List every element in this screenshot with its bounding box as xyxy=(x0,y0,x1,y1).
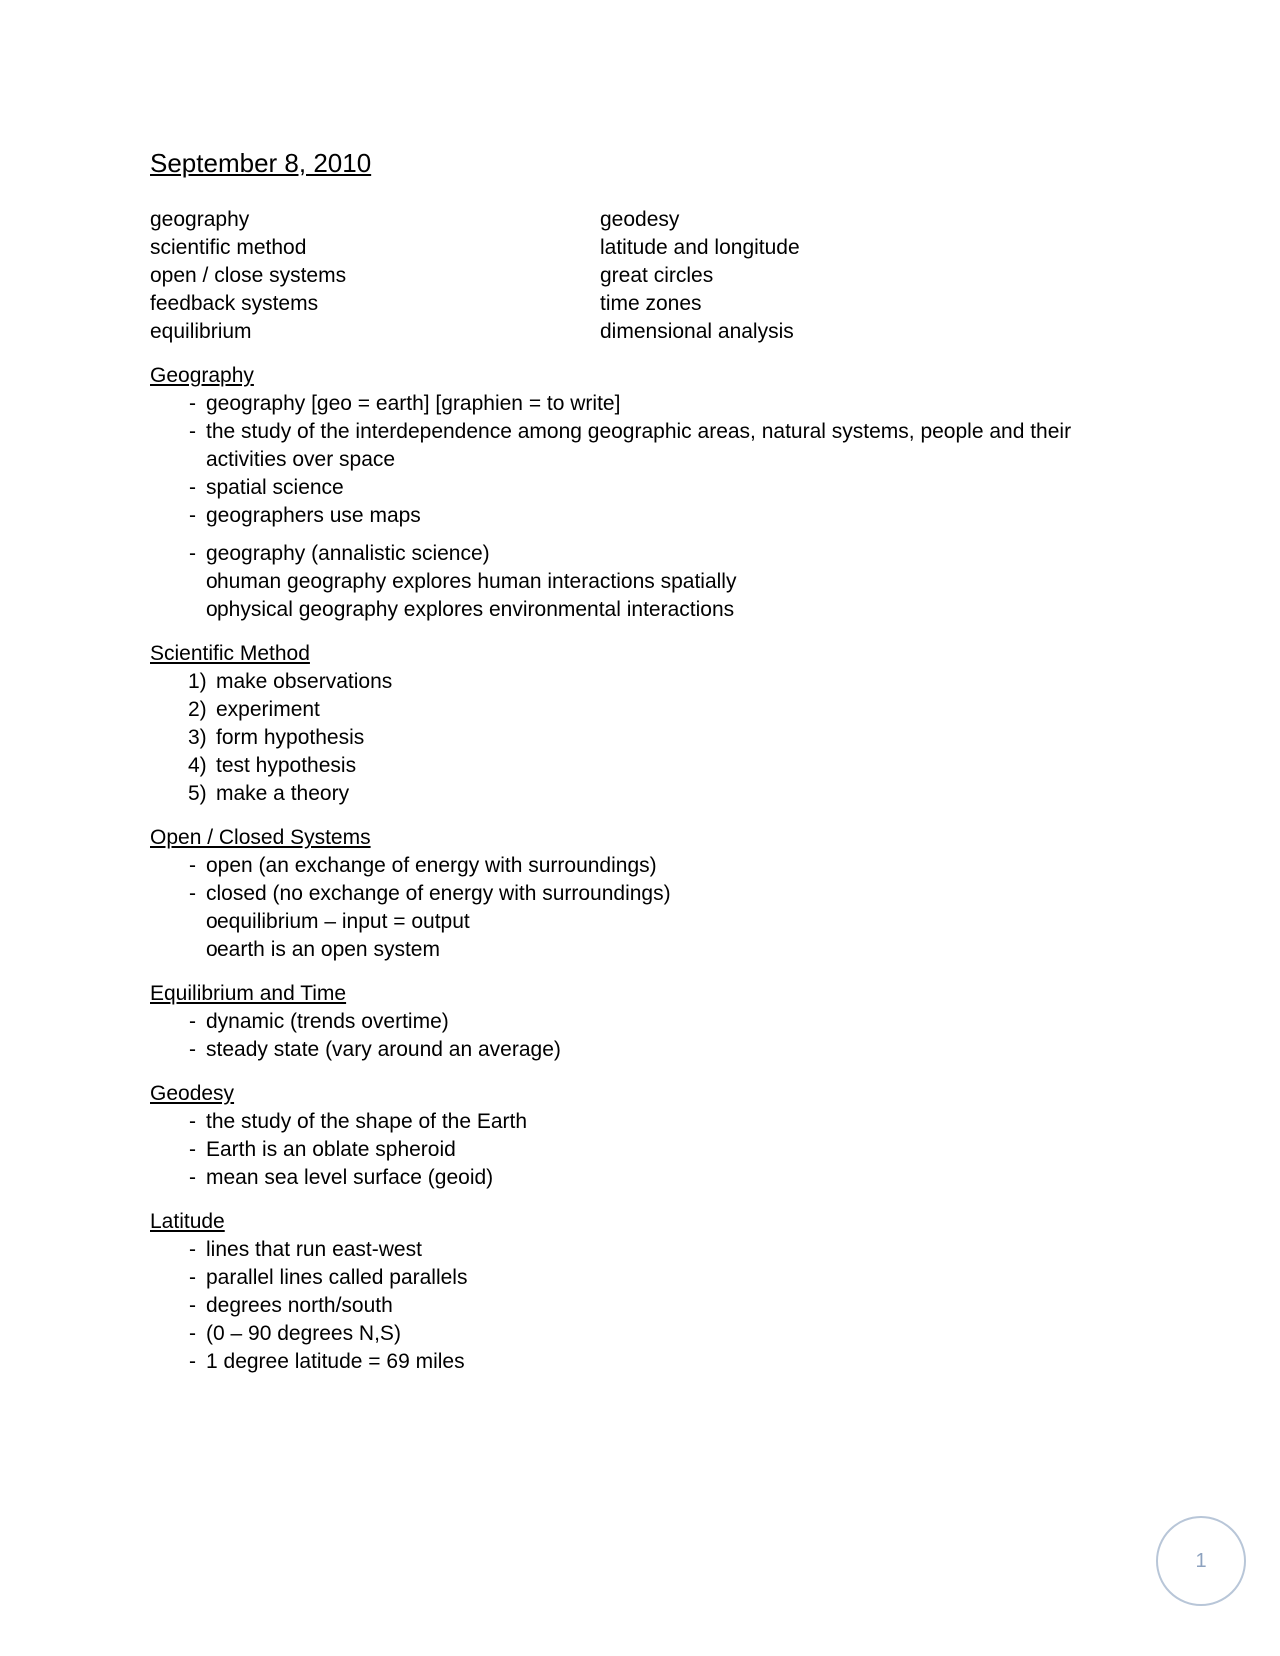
page-number-badge xyxy=(1156,1516,1246,1606)
topic-item: open / close systems xyxy=(150,264,347,287)
sub-item: o earth is an open system xyxy=(206,936,1130,964)
topic-item: time zones xyxy=(600,292,702,315)
sub-list xyxy=(206,908,1130,964)
bullet-item: - the study of the shape of the Earth xyxy=(150,1108,1130,1136)
bullet-item: - steady state (vary around an average) xyxy=(150,1036,1130,1064)
section-heading: Scientific Method xyxy=(150,642,310,665)
topic-column-right xyxy=(600,206,1050,346)
bullet-item: - 1 degree latitude = 69 miles xyxy=(150,1348,1130,1376)
section-heading: Geodesy xyxy=(150,1082,235,1105)
section-heading: Latitude xyxy=(150,1210,225,1233)
section-equilibrium xyxy=(150,980,1130,1064)
section-geodesy xyxy=(150,1080,1130,1192)
bullet-item: - open (an exchange of energy with surroundings) xyxy=(150,852,1130,880)
section-geography xyxy=(150,362,1130,624)
section-heading: Open / Closed Systems xyxy=(150,826,371,849)
section-latitude xyxy=(150,1208,1130,1376)
numbered-list xyxy=(150,668,1130,808)
bullet-item: - mean sea level surface (geoid) xyxy=(150,1164,1130,1192)
section-heading: Equilibrium and Time xyxy=(150,982,347,1005)
bullet-item: - parallel lines called parallels xyxy=(150,1264,1130,1292)
numbered-item: 4) test hypothesis xyxy=(188,754,357,777)
bullet-list xyxy=(150,390,1130,624)
numbered-item: 5) make a theory xyxy=(188,782,350,805)
topic-item: latitude and longitude xyxy=(600,236,800,259)
sub-list xyxy=(206,568,1130,624)
bullet-item: - geography [geo = earth] [graphien = to write] xyxy=(150,390,1130,418)
bullet-list xyxy=(150,852,1130,964)
topic-column-left xyxy=(150,206,600,346)
bullet-item: - (0 – 90 degrees N,S) xyxy=(150,1320,1130,1348)
section-scientific-method xyxy=(150,640,1130,808)
section-heading: Geography xyxy=(150,364,254,387)
bullet-list xyxy=(150,1108,1130,1192)
document-page xyxy=(150,150,1130,1376)
bullet-item: - geography (annalistic science) o human geography explores human interactions spatially o physical geography explores environmental interactions xyxy=(150,540,1130,624)
bullet-list xyxy=(150,1236,1130,1376)
bullet-item: - Earth is an oblate spheroid xyxy=(150,1136,1130,1164)
section-systems xyxy=(150,824,1130,964)
numbered-item: 1) make observations xyxy=(188,670,393,693)
topic-item: dimensional analysis xyxy=(600,320,794,343)
bullet-item: - degrees north/south xyxy=(150,1292,1130,1320)
topic-item: equilibrium xyxy=(150,320,252,343)
bullet-item: - spatial science xyxy=(150,474,1130,502)
topic-item: feedback systems xyxy=(150,292,319,315)
topic-item: great circles xyxy=(600,264,714,287)
topic-list xyxy=(150,206,1130,346)
bullet-item: - lines that run east-west xyxy=(150,1236,1130,1264)
numbered-item: 3) form hypothesis xyxy=(188,726,365,749)
bullet-item: - closed (no exchange of energy with surroundings) o equilibrium – input = output o earth is an open system xyxy=(150,880,1130,964)
numbered-item: 2) experiment xyxy=(188,698,320,721)
bullet-item: - geographers use maps xyxy=(150,502,1130,530)
page-title: September 8, 2010 xyxy=(150,148,372,178)
bullet-list xyxy=(150,1008,1130,1064)
topic-item: geography xyxy=(150,208,250,231)
page-number: 1 xyxy=(1195,1549,1207,1572)
bullet-item: - the study of the interdependence among geographic areas, natural systems, people and their activities over space xyxy=(150,418,1130,474)
topic-item: scientific method xyxy=(150,236,307,259)
sub-item: o human geography explores human interactions spatially xyxy=(206,568,1130,596)
sub-item: o equilibrium – input = output xyxy=(206,908,1130,936)
bullet-item: - dynamic (trends overtime) xyxy=(150,1008,1130,1036)
topic-item: geodesy xyxy=(600,208,680,231)
sub-item: o physical geography explores environmental interactions xyxy=(206,596,1130,624)
